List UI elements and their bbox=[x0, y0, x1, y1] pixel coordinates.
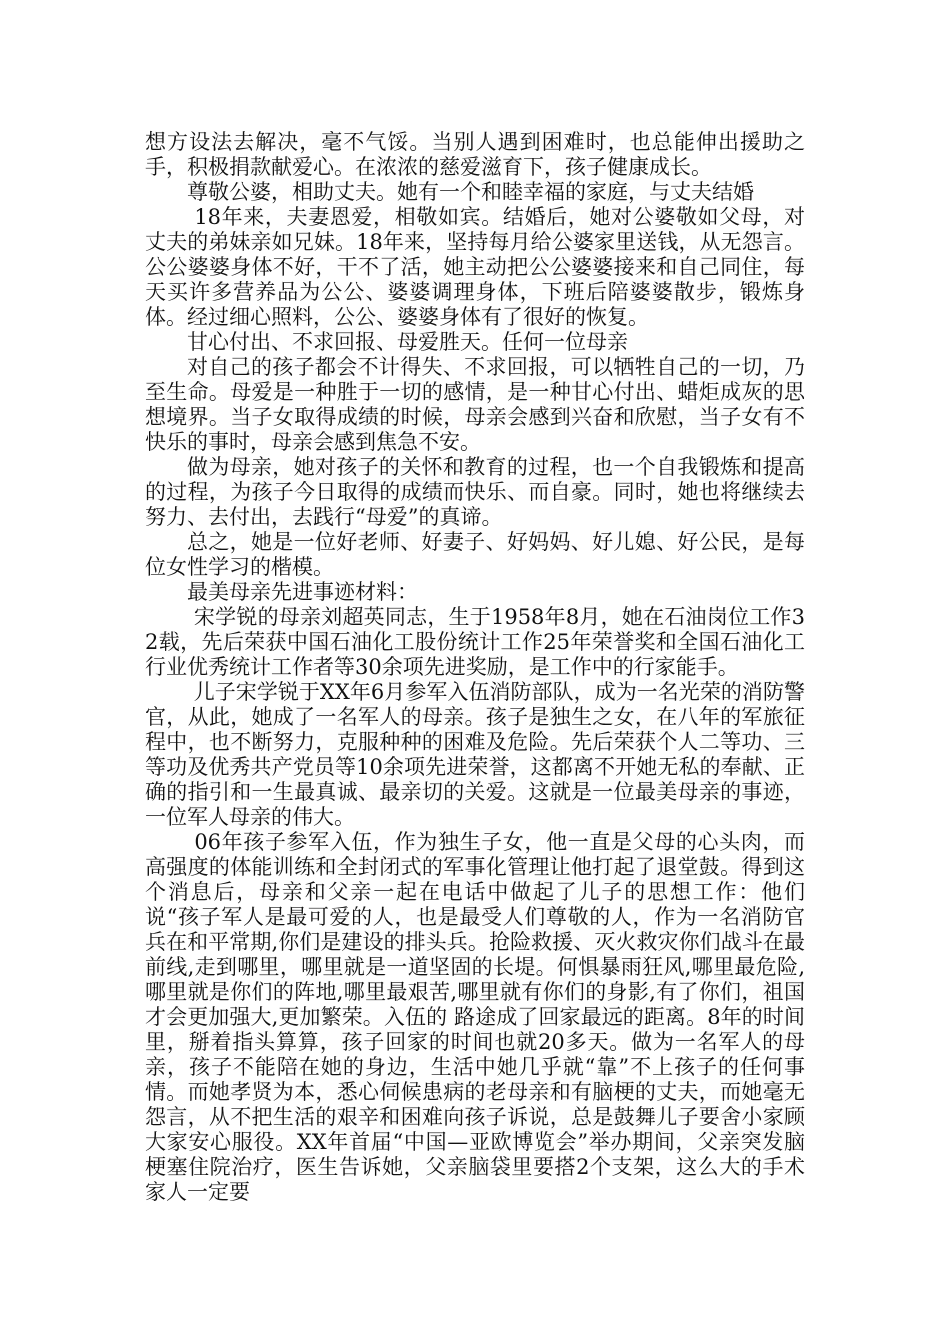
paragraph-4: 对自己的孩子都会不计得失、不求回报，可以牺牲自己的一切，乃至生命。母爱是一种胜于一切的感情，是一种甘心付出、蜡炬成灰的思想境界。当子女取得成绩的时候，母亲会感到兴奋和欣慰，当子女有不快乐的事时，母亲会感到焦急不安。 bbox=[145, 355, 805, 454]
paragraph-3: 甘心付出、不求回报、母爱胜天。任何一位母亲 bbox=[187, 330, 628, 354]
document-page bbox=[145, 130, 805, 1205]
paragraph-0: 想方设法去解决，毫不气馁。当别人遇到困难时，也总能伸出援助之手，积极捐款献爱心。在浓浓的慈爱滋育下，孩子健康成长。 bbox=[145, 130, 805, 179]
paragraph-8: 宋学锐的母亲刘超英同志，生于1958年8月，她在石油岗位工作32载，先后荣获中国石油化工股份统计工作25年荣誉奖和全国石油化工行业优秀统计工作者等30余项先进奖励，是工作中的行家能手。 bbox=[145, 605, 805, 679]
section-heading: 最美母亲先进事迹材料： bbox=[187, 580, 418, 604]
paragraph-9: 儿子宋学锐于XX年6月参军入伍消防部队，成为一名光荣的消防警官，从此，她成了一名军人的母亲。孩子是独生之女，在八年的军旅征程中，也不断努力，克服种种的困难及危险。先后荣获个人二等功、三等功及优秀共产党员等10余项先进荣誉，这都离不开她无私的奉献、正确的指引和一生最真诚、最亲切的关爱。这就是一位最美母亲的事迹，一位军人母亲的伟大。 bbox=[145, 680, 805, 829]
paragraph-2: 18年来，夫妻恩爱，相敬如宾。结婚后，她对公婆敬如父母，对丈夫的弟妹亲如兄妹。18年来，坚持每月给公婆家里送钱，从无怨言。公公婆婆身体不好，干不了活，她主动把公公婆婆接来和自己同住，每天买许多营养品为公公、婆婆调理身体，下班后陪婆婆散步，锻炼身体。经过细心照料，公公、婆婆身体有了很好的恢复。 bbox=[145, 205, 805, 329]
paragraph-10: 06年孩子参军入伍，作为独生子女，他一直是父母的心头肉，而高强度的体能训练和全封闭式的军事化管理让他打起了退堂鼓。得到这个消息后，母亲和父亲一起在电话中做起了儿子的思想工作：他们说“孩子军人是最可爱的人，也是最受人们尊敬的人，作为一名消防官兵在和平常期,你们是建设的排头兵。抢险救援、灭火救灾你们战斗在最前线,走到哪里，哪里就是一道坚固的长堤。何惧暴雨狂风,哪里最危险,哪里就是你们的阵地,哪里最艰苦,哪里就有你们的身影,有了你们，祖国才会更加强大,更加繁荣。入伍的 路途成了回家最远的距离。8年的时间里，掰着指头算算，孩子回家的时间也就20多天。做为一名军人的母亲，孩子不能陪在她的身边，生活中她几乎就“靠”不上孩子的任何事情。而她孝贤为本，悉心伺候患病的老母亲和有脑梗的丈夫，而她毫无怨言，从不把生活的艰辛和困难向孩子诉说，总是鼓舞儿子要舍小家顾大家安心服役。XX年首届“中国—亚欧博览会”举办期间，父亲突发脑梗塞住院治疗，医生告诉她，父亲脑袋里要搭2个支架，这么大的手术家人一定要 bbox=[145, 830, 805, 1204]
paragraph-6: 总之，她是一位好老师、好妻子、好妈妈、好儿媳、好公民，是每位女性学习的楷模。 bbox=[145, 530, 805, 579]
paragraph-5: 做为母亲，她对孩子的关怀和教育的过程，也一个自我锻炼和提高的过程，为孩子今日取得的成绩而快乐、而自豪。同时，她也将继续去努力、去付出，去践行“母爱”的真谛。 bbox=[145, 455, 805, 529]
paragraph-1: 尊敬公婆，相助丈夫。她有一个和睦幸福的家庭，与丈夫结婚 bbox=[187, 180, 754, 204]
